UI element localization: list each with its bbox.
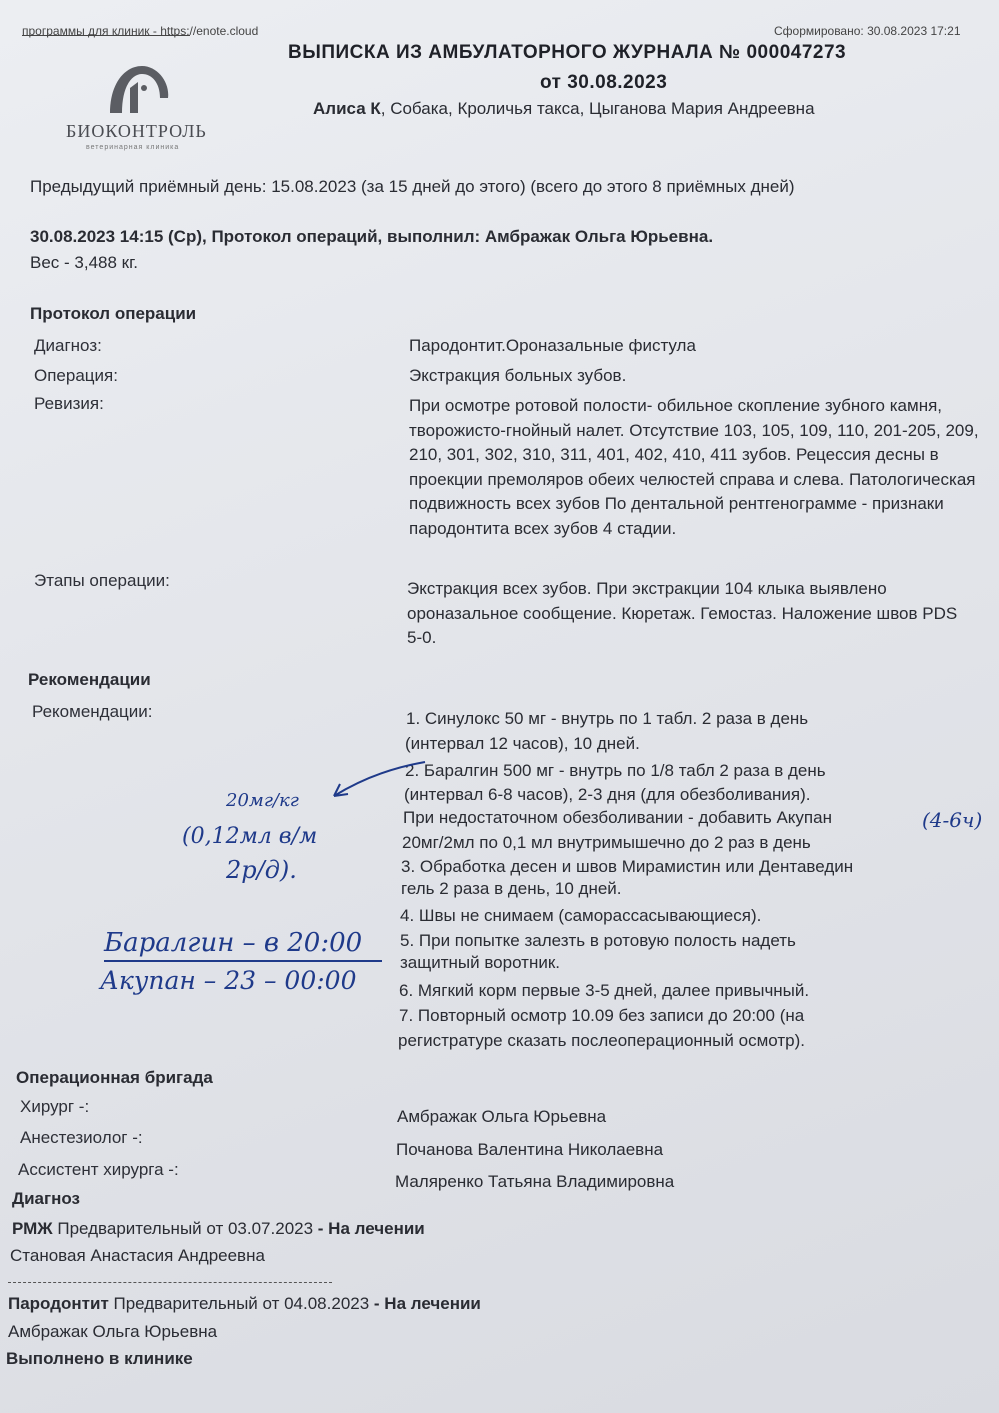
rec-line: 7. Повторный осмотр 10.09 без записи до 20:00 (на bbox=[399, 1006, 805, 1025]
handwritten-dose-line2: (0,12мл в/м bbox=[182, 824, 318, 849]
patient-line bbox=[313, 99, 815, 119]
protocol-value-diagnosis: Пародонтит.Ороназальные фистула bbox=[409, 336, 696, 355]
previous-day: Предыдущий приёмный день: 15.08.2023 (за 15 дней до этого) (всего до этого 8 приёмных дней) bbox=[30, 177, 795, 196]
document-date: от 30.08.2023 bbox=[540, 72, 668, 93]
diagnosis-type: Предварительный от 03.07.2023 bbox=[57, 1219, 314, 1238]
source-line: программы для клиник - https://enote.cloud bbox=[22, 24, 259, 38]
protocol-heading: Протокол операции bbox=[30, 304, 197, 323]
rec-line: 1. Синулокс 50 мг - внутрь по 1 табл. 2 раза в день bbox=[406, 709, 809, 728]
handwritten-akupan: Акупан – 23 – 00:00 bbox=[100, 966, 357, 995]
diagnosis-doctor: Становая Анастасия Андреевна bbox=[10, 1246, 265, 1265]
handwritten-arrow-icon bbox=[320, 758, 430, 806]
diagnosis-name: РМЖ bbox=[12, 1219, 53, 1238]
team-value-anesthetist: Почанова Валентина Николаевна bbox=[396, 1140, 664, 1159]
protocol-value-stages: Экстракция всех зубов. При экстракции 104 клыка выявлено ороназальное сообщение. Кюретаж. Гемостаз. Наложение швов PDS 5-0. bbox=[407, 579, 958, 648]
strike-line bbox=[22, 35, 190, 36]
team-label-assistant: Ассистент хирурга -: bbox=[18, 1160, 179, 1179]
rec-line: (интервал 6-8 часов), 2-3 дня (для обезболивания). bbox=[404, 785, 811, 804]
rec-line: 6. Мягкий корм первые 3-5 дней, далее привычный. bbox=[399, 981, 810, 1000]
protocol-label-stages: Этапы операции: bbox=[34, 571, 170, 590]
rec-line: защитный воротник. bbox=[400, 953, 561, 972]
protocol-value-operation: Экстракция больных зубов. bbox=[409, 366, 627, 385]
patient-name: Алиса К bbox=[313, 99, 381, 118]
diagnosis-type: Предварительный от 04.08.2023 bbox=[113, 1294, 370, 1313]
handwritten-underline bbox=[104, 960, 382, 962]
diagnosis-entry bbox=[8, 1294, 481, 1314]
handwritten-side-note: (4-6ч) bbox=[922, 808, 983, 832]
diagnosis-heading: Диагноз bbox=[12, 1189, 80, 1208]
diagnosis-doctor: Амбражак Ольга Юрьевна bbox=[8, 1322, 218, 1341]
diagnosis-status: - На лечении bbox=[373, 1294, 481, 1313]
rec-line: 2. Баралгин 500 мг - внутрь по 1/8 табл 2 раза в день bbox=[405, 761, 826, 780]
rec-line: (интервал 12 часов), 10 дней. bbox=[405, 734, 640, 753]
diagnosis-status: - На лечении bbox=[317, 1219, 425, 1238]
handwritten-baralgin: Баралгин – в 20:00 bbox=[104, 928, 363, 958]
logo-icon bbox=[100, 58, 180, 118]
team-label-surgeon: Хирург -: bbox=[20, 1097, 90, 1116]
diagnosis-entry bbox=[12, 1219, 425, 1239]
generated-timestamp: Сформировано: 30.08.2023 17:21 bbox=[774, 24, 961, 38]
rec-line: 20мг/2мл по 0,1 мл внутримышечно до 2 раз в день bbox=[402, 833, 811, 852]
logo-name: БИОКОНТРОЛЬ bbox=[66, 121, 207, 141]
divider bbox=[8, 1282, 332, 1283]
recommendations-heading: Рекомендации bbox=[28, 670, 151, 689]
visit-weight: Вес - 3,488 кг. bbox=[30, 253, 138, 272]
team-value-assistant: Маляренко Татьяна Владимировна bbox=[395, 1172, 675, 1191]
team-heading: Операционная бригада bbox=[16, 1068, 213, 1087]
rec-line: 3. Обработка десен и швов Мирамистин или Дентаведин bbox=[401, 857, 854, 876]
rec-line: 5. При попытке залезть в ротовую полость надеть bbox=[400, 931, 796, 950]
rec-line: регистратуре сказать послеоперационный осмотр). bbox=[398, 1031, 805, 1050]
protocol-label-revision: Ревизия: bbox=[34, 394, 104, 413]
diagnosis-name: Пародонтит bbox=[8, 1294, 109, 1313]
handwritten-dose-line3: 2р/д). bbox=[226, 856, 297, 884]
team-label-anesthetist: Анестезиолог -: bbox=[20, 1128, 143, 1147]
logo-subtitle: ветеринарная клиника bbox=[86, 144, 180, 151]
protocol-label-diagnosis: Диагноз: bbox=[34, 336, 102, 355]
rec-line: 4. Швы не снимаем (саморассасывающиеся). bbox=[400, 906, 762, 925]
recommendations-label: Рекомендации: bbox=[32, 702, 153, 721]
patient-details: , Собака, Кроличья такса, Цыганова Мария Андреевна bbox=[380, 99, 815, 118]
team-value-surgeon: Амбражак Ольга Юрьевна bbox=[397, 1107, 607, 1126]
handwritten-dose-line1: 20мг/кг bbox=[226, 790, 299, 811]
visit-heading: 30.08.2023 14:15 (Ср), Протокол операций, выполнил: Амбражак Ольга Юрьевна. bbox=[30, 227, 714, 246]
rec-line: При недостаточном обезболивании - добавить Акупан bbox=[403, 808, 832, 827]
document-title: ВЫПИСКА ИЗ АМБУЛАТОРНОГО ЖУРНАЛА № 000047273 bbox=[288, 42, 847, 63]
protocol-value-revision: При осмотре ротовой полости- обильное скопление зубного камня, творожисто-гнойный налет. Отсутствие 103, 105, 109, 110, 201-205, 209, 210, 301, 302, 310, 311, 401, 402, 410, 411 зубов. Рецессия десны в проекции премоляров обеих челюстей справа и слева. Патологическая подвижность всех зубов По дентальной рентгенограмме - признаки пародонтита всех зубов 4 стадии. bbox=[409, 396, 979, 538]
rec-line: гель 2 раза в день, 10 дней. bbox=[401, 879, 622, 898]
protocol-label-operation: Операция: bbox=[34, 366, 118, 385]
diagnosis-footer: Выполнено в клинике bbox=[6, 1349, 193, 1368]
